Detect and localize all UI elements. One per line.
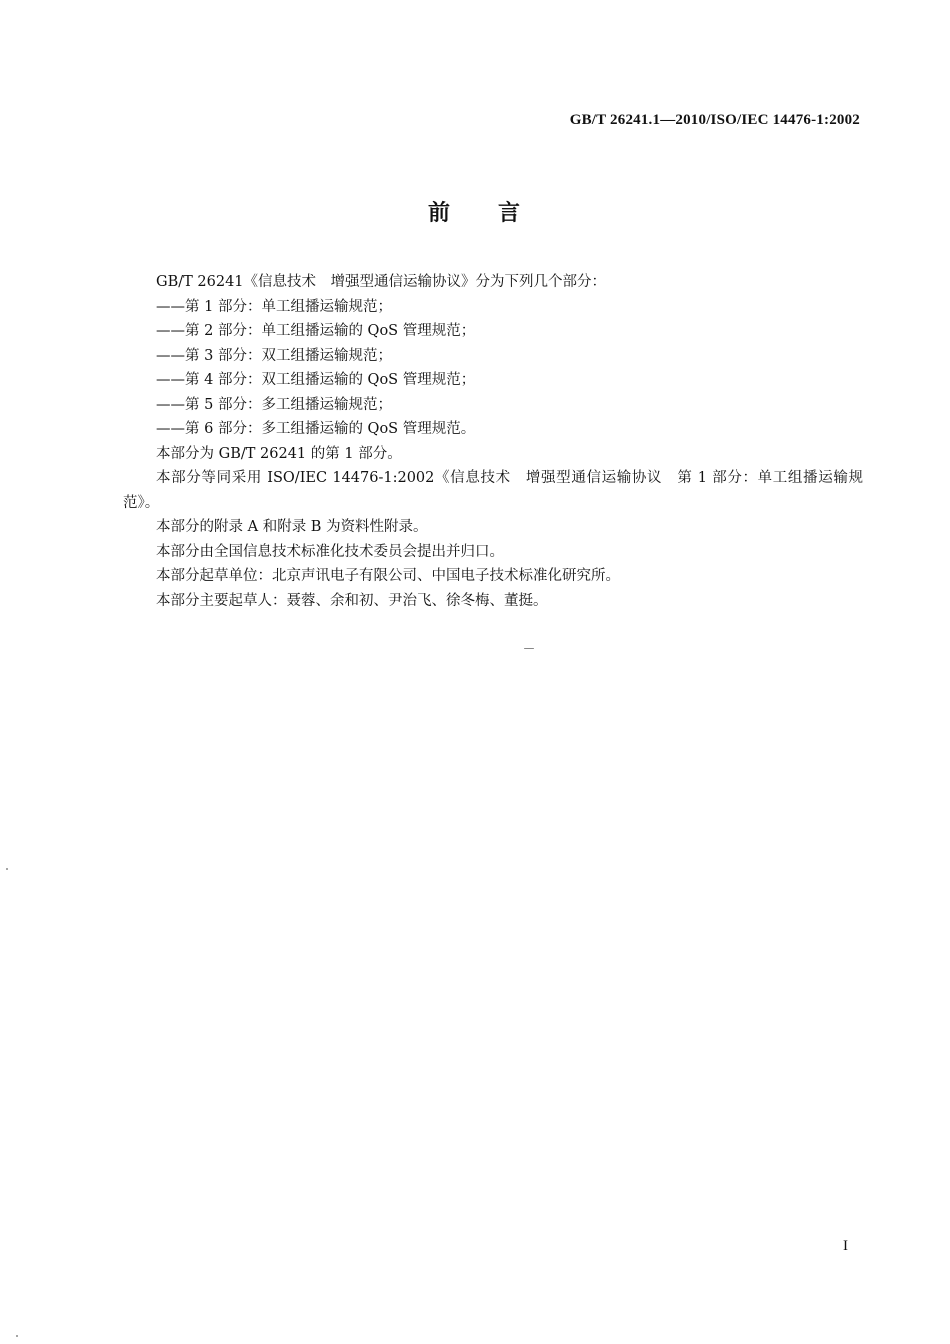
- committee-statement: 本部分由全国信息技术标准化技术委员会提出并归口。: [156, 543, 504, 560]
- intro-paragraph: GB/T 26241《信息技术 增强型通信运输协议》分为下列几个部分：: [156, 274, 607, 290]
- part-list-item: ——第 3 部分：双工组播运输规范；: [156, 347, 392, 364]
- page-title: [0, 196, 950, 227]
- scan-speck: [16, 1335, 18, 1337]
- page-number: I: [843, 1238, 848, 1254]
- adoption-statement: 本部分等同采用 ISO/IEC 14476-1:2002《信息技术 增强型通信运输协议 第 1 部分：单工组播运输规范》。: [123, 470, 863, 511]
- standard-code-header: GB/T 26241.1—2010/ISO/IEC 14476-1:2002: [569, 112, 860, 128]
- drafting-organizations: 本部分起草单位：北京声讯电子有限公司、中国电子技术标准化研究所。: [156, 568, 620, 584]
- part-list-item: ——第 1 部分：单工组播运输规范；: [156, 298, 392, 315]
- title-char-2: 言: [498, 201, 523, 226]
- part-list-item: ——第 2 部分：单工组播运输的 QoS 管理规范；: [156, 323, 476, 339]
- title-char-1: 前: [427, 201, 452, 226]
- drafters: 本部分主要起草人：聂蓉、余和初、尹治飞、徐冬梅、董挺。: [156, 592, 548, 609]
- foreword-body: [123, 270, 863, 613]
- part-list-item: ——第 4 部分：双工组播运输的 QoS 管理规范；: [156, 372, 476, 388]
- scan-speck: [6, 868, 8, 870]
- annex-statement: 本部分的附录 A 和附录 B 为资料性附录。: [156, 519, 428, 535]
- part-list-item: ——第 5 部分：多工组播运输规范；: [156, 396, 392, 413]
- part-list-item: ——第 6 部分：多工组播运输的 QoS 管理规范。: [156, 421, 476, 437]
- scan-speck: [524, 648, 534, 649]
- part-statement: 本部分为 GB/T 26241 的第 1 部分。: [156, 445, 402, 462]
